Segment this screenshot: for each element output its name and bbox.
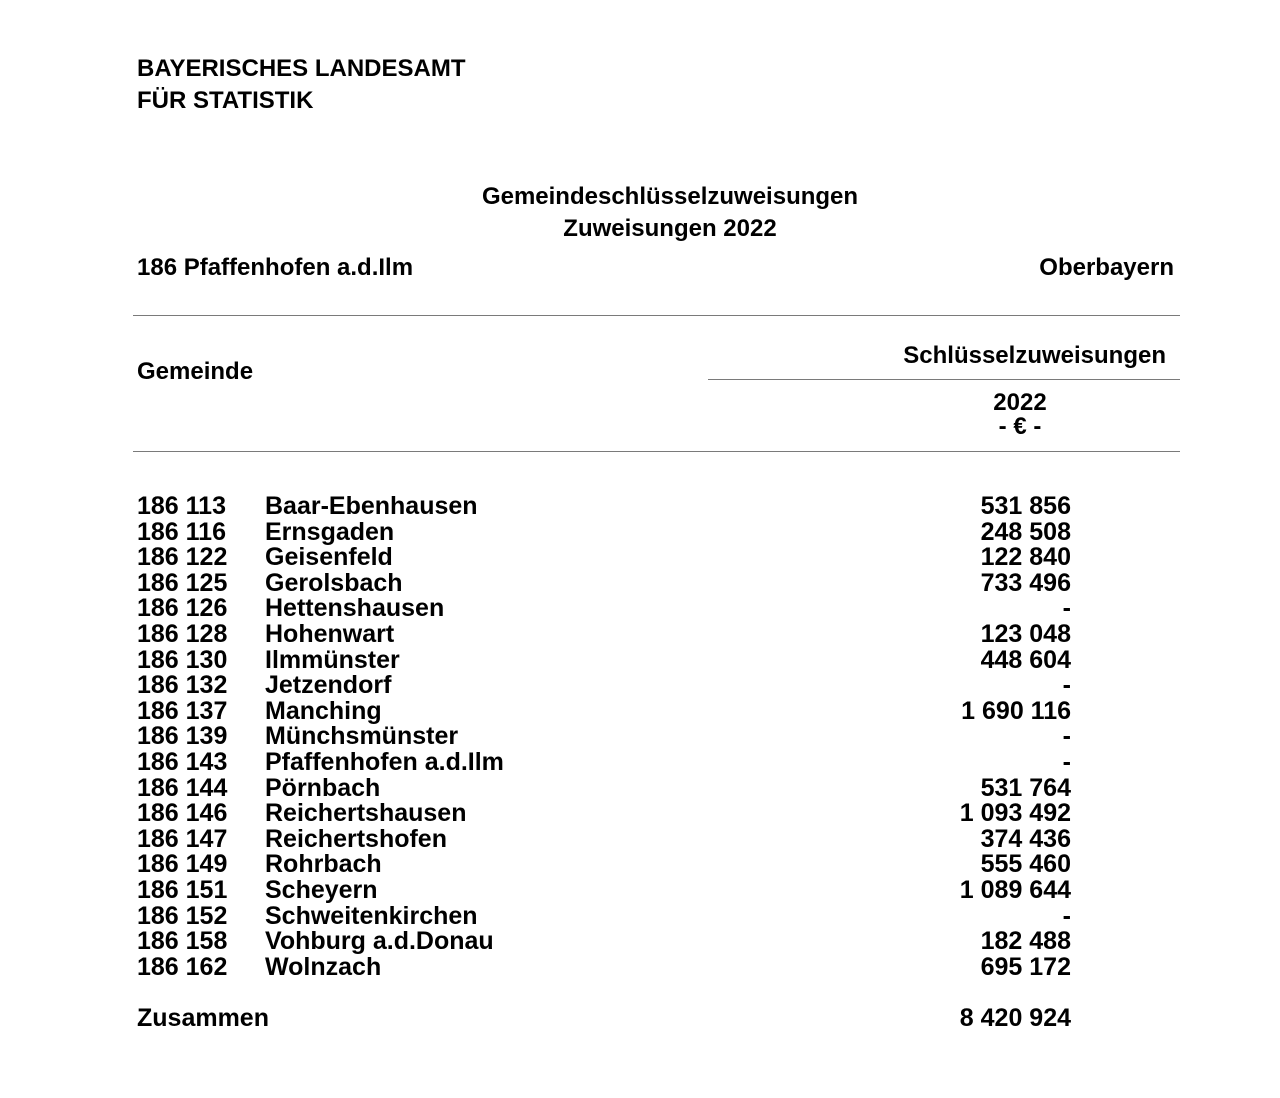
municipality-name: Reichertshofen: [265, 824, 447, 853]
table-row: [137, 952, 1077, 981]
municipality-name: Baar-Ebenhausen: [265, 492, 478, 520]
municipality-name: Manching: [265, 696, 382, 725]
table-row: [137, 517, 1077, 546]
allocation-value: 1 089 644: [959, 875, 1071, 904]
municipality-code: 186 147: [137, 824, 228, 853]
municipality-code: 186 143: [137, 747, 228, 776]
table-row: [137, 494, 1077, 520]
municipality-name: Reichertshausen: [265, 799, 467, 828]
column-header-gemeinde: Gemeinde: [137, 358, 254, 385]
municipality-name: Gerolsbach: [265, 568, 403, 597]
table-row: [137, 801, 1077, 827]
allocation-value: 733 496: [980, 568, 1071, 597]
allocation-value: 1 690 116: [961, 696, 1071, 725]
table-row: [137, 773, 1077, 802]
table-row: [137, 724, 1077, 750]
municipality-name: Wolnzach: [265, 952, 382, 981]
municipality-code: 186 137: [137, 696, 228, 725]
allocation-value: 122 840: [980, 543, 1071, 572]
municipality-name: Hettenshausen: [265, 594, 445, 623]
allocation-value: 248 508: [980, 517, 1071, 546]
allocation-value: 1 093 492: [959, 799, 1071, 828]
municipality-code: 186 128: [137, 619, 228, 648]
municipality-code: 186 146: [137, 799, 228, 828]
allocation-value: 374 436: [980, 824, 1071, 853]
total-value: 8 420 924: [959, 1004, 1071, 1032]
allocation-value: 695 172: [980, 952, 1071, 981]
table-row: [137, 673, 1077, 699]
municipality-code: 186 132: [137, 671, 228, 700]
municipality-code: 186 116: [137, 517, 226, 546]
total-row: [137, 1003, 1077, 1033]
municipality-code: 186 162: [137, 952, 228, 981]
municipality-code: 186 144: [137, 773, 228, 802]
municipality-code: 186 149: [137, 850, 228, 879]
municipality-table-body: [137, 494, 1077, 980]
column-group-rule: [708, 379, 1180, 380]
table-row: [137, 852, 1077, 878]
district-label: 186 Pfaffenhofen a.d.Ilm: [137, 254, 414, 281]
table-row: [137, 619, 1077, 648]
table-top-rule: [133, 315, 1180, 316]
municipality-code: 186 122: [137, 543, 228, 572]
municipality-code: 186 126: [137, 594, 228, 623]
allocation-value: -: [1062, 901, 1071, 930]
org-name-line2: FÜR STATISTIK: [137, 87, 314, 114]
table-row: [137, 824, 1077, 853]
municipality-name: Jetzendorf: [265, 671, 392, 700]
allocation-value: 448 604: [980, 645, 1071, 674]
municipality-name: Hohenwart: [265, 619, 395, 648]
municipality-code: 186 158: [137, 927, 228, 956]
region-label: Oberbayern: [1039, 254, 1174, 281]
municipality-code: 186 113: [137, 492, 226, 520]
municipality-code: 186 139: [137, 722, 228, 751]
table-row: [137, 596, 1077, 622]
column-header-unit: - € -: [998, 413, 1042, 440]
municipality-code: 186 151: [137, 875, 228, 904]
allocation-value: 182 488: [980, 927, 1071, 956]
allocation-value: -: [1062, 671, 1071, 700]
municipality-name: Ilmmünster: [265, 645, 400, 674]
allocation-value: 555 460: [980, 850, 1071, 879]
municipality-code: 186 152: [137, 901, 228, 930]
table-row: [137, 929, 1077, 955]
document-title: Gemeindeschlüsselzuweisungen: [481, 183, 859, 210]
table-row: [137, 901, 1077, 930]
allocation-value: -: [1062, 747, 1071, 776]
org-name-line1: BAYERISCHES LANDESAMT: [137, 55, 466, 82]
total-label: Zusammen: [137, 1004, 269, 1032]
municipality-name: Ernsgaden: [265, 517, 395, 546]
municipality-name: Münchsmünster: [265, 722, 459, 751]
municipality-code: 186 130: [137, 645, 228, 674]
municipality-name: Rohrbach: [265, 850, 382, 879]
table-header-bottom-rule: [133, 451, 1180, 452]
table-row: [137, 545, 1077, 571]
document-subtitle: Zuweisungen 2022: [563, 215, 777, 242]
column-header-schluesselzuweisungen: Schlüsselzuweisungen: [903, 342, 1166, 369]
column-header-year: 2022: [993, 389, 1047, 416]
allocation-value: -: [1062, 722, 1071, 751]
table-row: [137, 875, 1077, 904]
municipality-name: Pörnbach: [265, 773, 381, 802]
table-row: [137, 696, 1077, 725]
municipality-name: Vohburg a.d.Donau: [265, 927, 494, 956]
municipality-name: Geisenfeld: [265, 543, 393, 572]
table-row: [137, 747, 1077, 776]
allocation-value: 531 764: [980, 773, 1071, 802]
allocation-value: -: [1062, 594, 1071, 623]
allocation-value: 123 048: [980, 619, 1071, 648]
table-row: [137, 645, 1077, 674]
municipality-name: Schweitenkirchen: [265, 901, 478, 930]
allocation-value: 531 856: [980, 492, 1071, 520]
municipality-name: Scheyern: [265, 875, 378, 904]
table-row: [137, 568, 1077, 597]
municipality-name: Pfaffenhofen a.d.Ilm: [265, 747, 504, 776]
municipality-code: 186 125: [137, 568, 228, 597]
